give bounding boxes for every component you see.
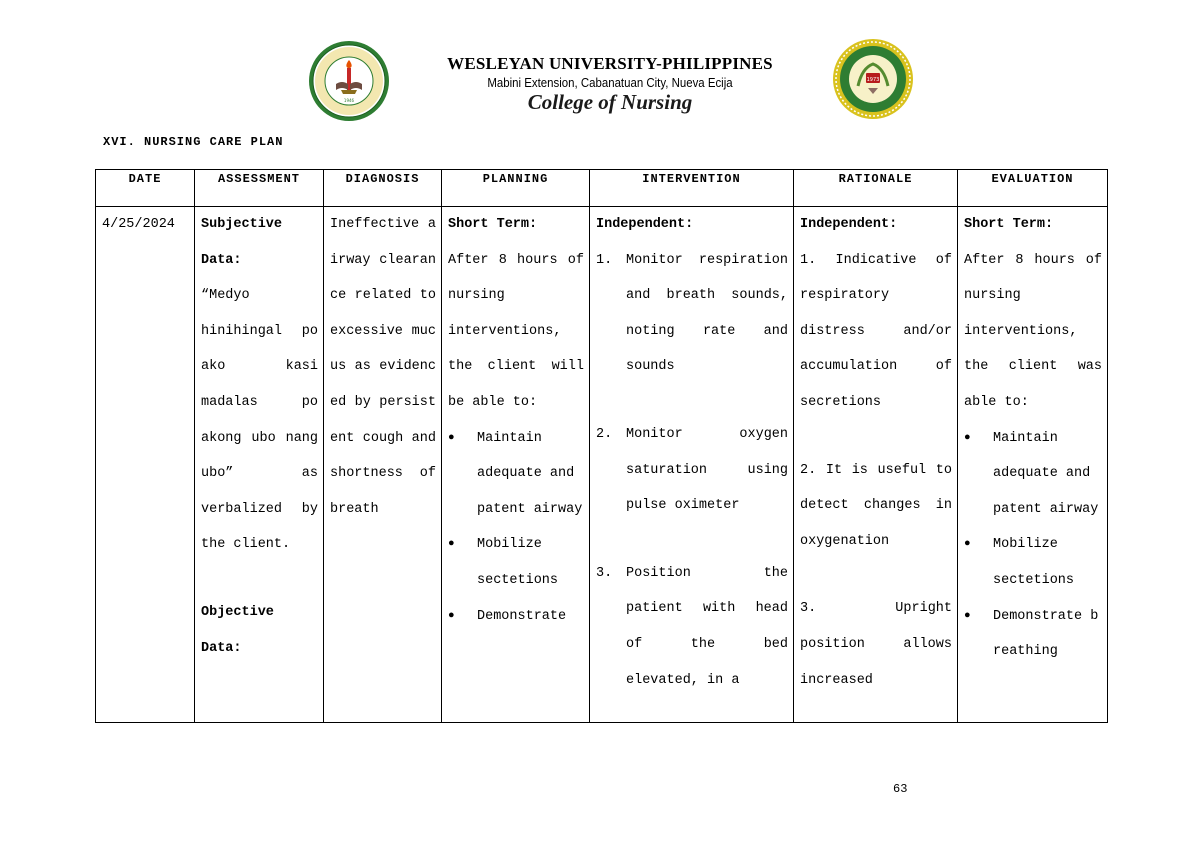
- rationale-cell: [794, 207, 958, 723]
- list-item: 2. It is useful to detect changes in oxygenation: [800, 462, 952, 549]
- date-cell: [96, 207, 195, 723]
- list-item: ● Demonstrate breathing: [964, 599, 1102, 670]
- list-item: ● Mobilize sectetions: [448, 527, 584, 598]
- list-item: ● Mobilize sectetions: [964, 527, 1102, 598]
- table-row: [96, 207, 1108, 723]
- svg-text:1946: 1946: [343, 98, 355, 103]
- column-header-evaluation: EVALUATION: [958, 170, 1108, 207]
- intervention-cell: [590, 207, 794, 723]
- column-header-assessment: ASSESSMENT: [195, 170, 324, 207]
- subjective-data-label: Subjective Data:: [201, 217, 283, 268]
- list-item: ● Maintain adequate and patent airway: [964, 421, 1102, 528]
- column-header-intervention: INTERVENTION: [590, 170, 794, 207]
- university-seal-logo: [308, 40, 390, 122]
- nursing-care-plan-table: [95, 169, 1108, 723]
- planning-text: After 8 hours of nursing interventions, the client will be able to:: [448, 252, 584, 410]
- column-header-diagnosis: DIAGNOSIS: [324, 170, 442, 207]
- intervention-independent-label: Independent:: [596, 217, 694, 232]
- planning-goal-list: [448, 421, 584, 635]
- column-header-date: DATE: [96, 170, 195, 207]
- page-number: 63: [893, 782, 908, 796]
- table-header-row: [96, 170, 1108, 207]
- list-item: 1. Monitor respiration and breath sounds, noting rate and sounds: [596, 252, 788, 375]
- college-of-nursing-seal-logo: [832, 38, 914, 120]
- section-title: XVI. NURSING CARE PLAN: [103, 135, 284, 149]
- rationale-independent-label: Independent:: [800, 217, 898, 232]
- list-item: 2. Monitor oxygen saturation using pulse oximeter: [596, 426, 788, 514]
- evaluation-short-term-label: Short Term:: [964, 217, 1054, 232]
- document-header: [0, 40, 1200, 125]
- subjective-data-text: “Medyo hinihingal po ako kasi madalas po akong ubo nang ubo” as verbalized by the client.: [201, 288, 318, 553]
- evaluation-cell: [958, 207, 1108, 723]
- column-header-planning: PLANNING: [442, 170, 590, 207]
- list-item: 1. Indicative of respiratory distress and/or accumulation of secretions: [800, 252, 952, 410]
- university-address: Mabini Extension, Cabanatuan City, Nueva Ecija: [487, 75, 733, 90]
- diagnosis-text: Ineffective airway clearance related to excessive mucus as evidenced by persistent cough and shortness of breath: [330, 217, 436, 517]
- evaluation-outcome-list: [964, 421, 1102, 670]
- svg-text:1973: 1973: [866, 77, 880, 83]
- list-item: ● Maintain adequate and patent airway: [448, 421, 584, 528]
- list-item: 3. Position the patient with head of the bed elevated, in a: [596, 565, 788, 688]
- assessment-cell: [195, 207, 324, 723]
- planning-short-term-label: Short Term:: [448, 217, 538, 232]
- college-name: College of Nursing: [527, 90, 693, 114]
- evaluation-text: After 8 hours of nursing interventions, the client was able to:: [964, 252, 1102, 410]
- diagnosis-cell: [324, 207, 442, 723]
- intervention-list: [596, 243, 788, 699]
- list-item: 3. Upright position allows increased: [800, 601, 952, 688]
- planning-cell: [442, 207, 590, 723]
- list-item: ● Demonstrate: [448, 599, 584, 635]
- institution-heading: [400, 53, 820, 114]
- date-value: 4/25/2024: [102, 217, 175, 232]
- university-name: WESLEYAN UNIVERSITY-PHILIPPINES: [447, 54, 773, 73]
- objective-data-label: Objective Data:: [201, 604, 274, 656]
- column-header-rationale: RATIONALE: [794, 170, 958, 207]
